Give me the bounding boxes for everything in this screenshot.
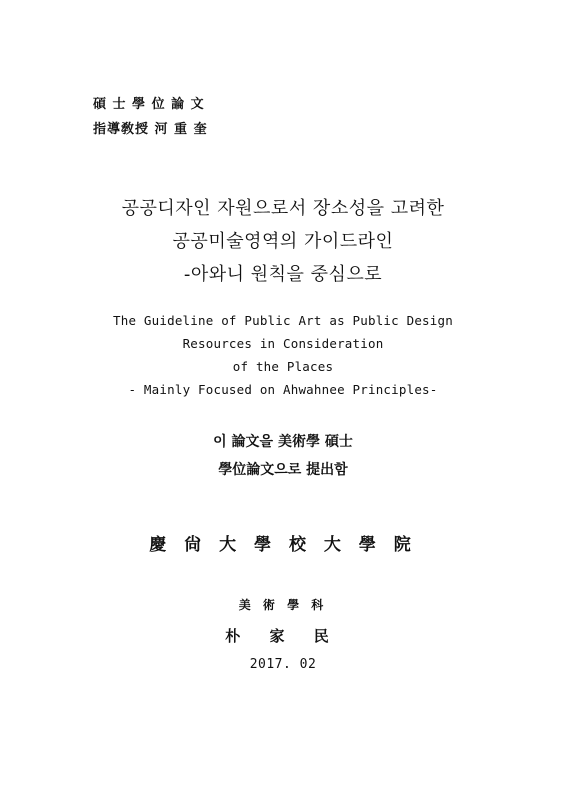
korean-title-line-3: -아와니 원칙을 중심으로 — [183, 264, 383, 285]
submission-statement — [0, 428, 566, 484]
english-title-line-3: of the Places — [232, 359, 334, 374]
korean-title — [0, 192, 566, 291]
korean-title-line-2: 공공미술영역의 가이드라인 — [172, 231, 394, 252]
degree-header — [93, 92, 333, 142]
school-name: 慶 尙 大 學 校 大 學 院 — [149, 535, 417, 555]
submission-line-2: 學位論文으로 提出함 — [218, 462, 348, 478]
department-name: 美 術 學 科 — [238, 598, 328, 612]
degree-label: 碩 士 學 位 論 文 — [93, 97, 205, 112]
korean-title-line-1: 공공디자인 자원으로서 장소성을 고려한 — [121, 198, 445, 219]
english-title — [0, 309, 566, 401]
english-title-line-1: The Guideline of Public Art as Public Design — [113, 313, 453, 328]
english-title-line-2: Resources in Consideration — [182, 336, 384, 351]
english-title-line-4: - Mainly Focused on Ahwahnee Principles- — [128, 382, 438, 397]
advisor-label: 指導敎授 河 重 奎 — [93, 122, 208, 137]
submission-date: 2017. 02 — [249, 657, 317, 672]
submission-line-1: 이 論文을 美術學 碩士 — [213, 434, 353, 450]
author-name: 朴 家 民 — [225, 627, 341, 645]
